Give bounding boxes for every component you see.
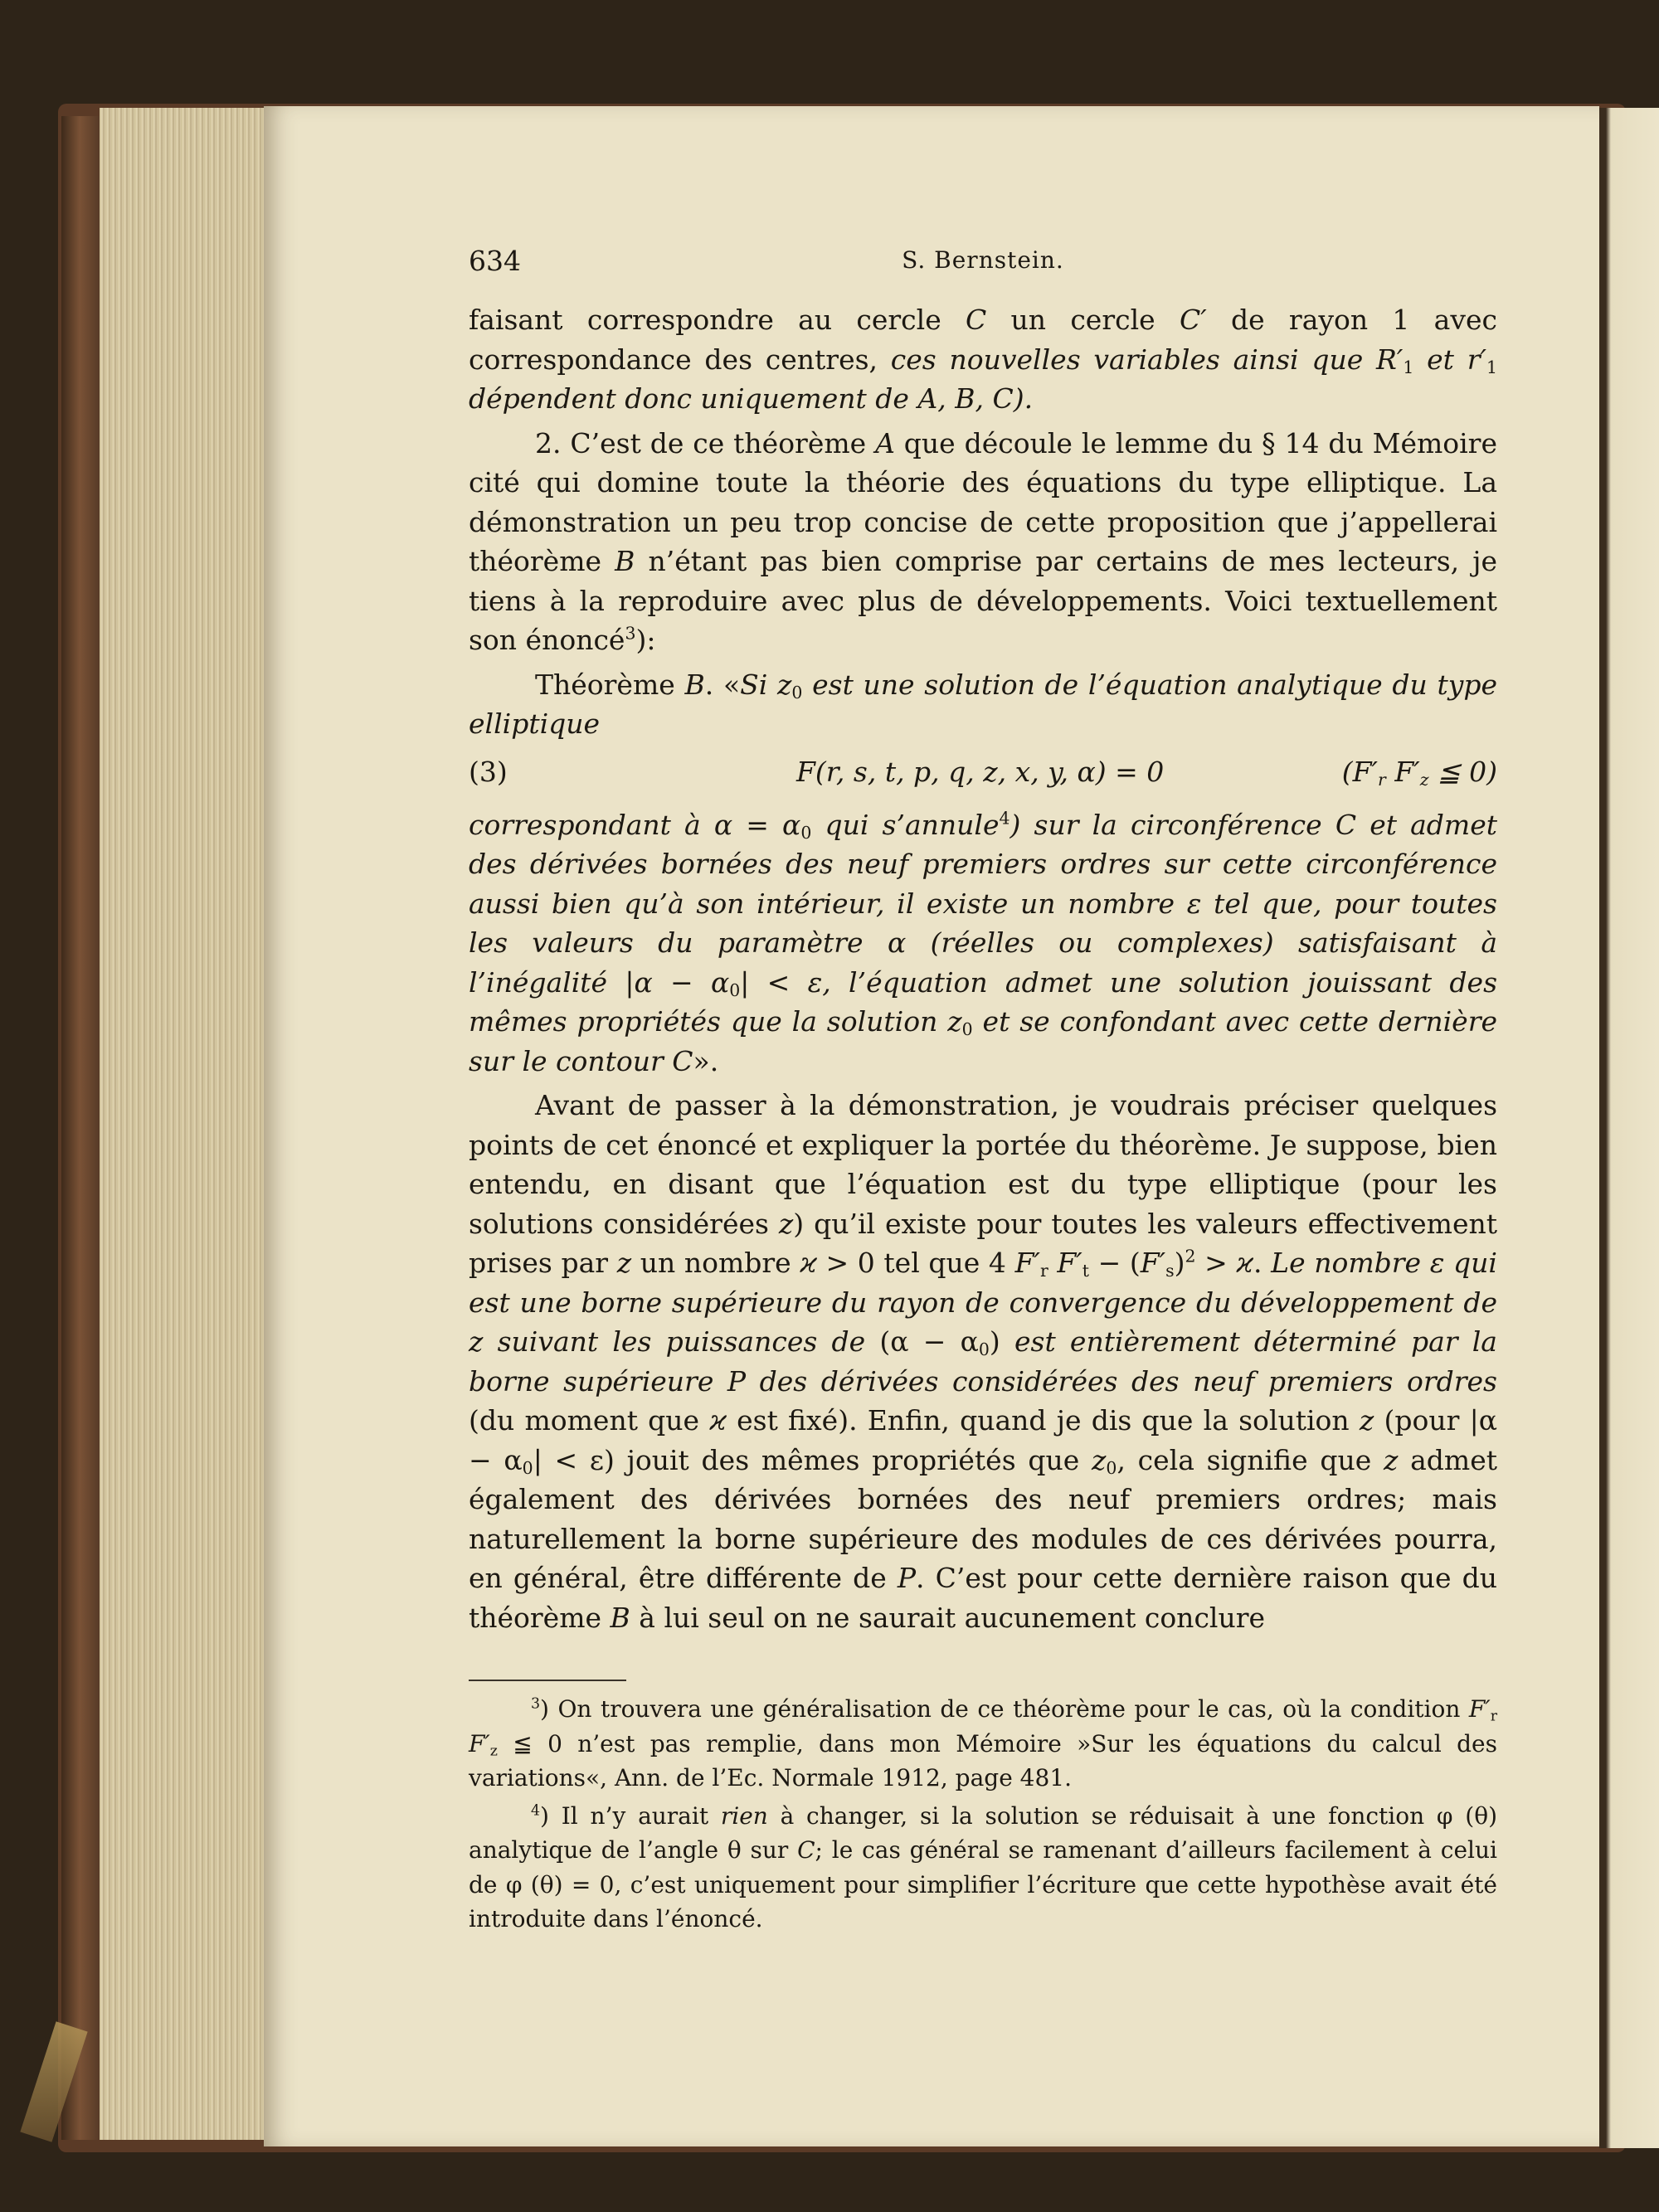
text: ) qu’il existe pour toutes les valeurs effectivement prises par (469, 1207, 1497, 1279)
text: ) sur la circonférence C et admet des dérivées bornées des neuf premiers ordres sur cette circonférence aussi bien qu’à son intérieur, il existe un nombre ε tel que, pour toutes les valeurs du paramètre α (réelles ou complexes) satisfaisant à l’inégalité |α − α (469, 808, 1498, 999)
text: z (1383, 1443, 1399, 1476)
paragraph-5 (469, 1086, 1497, 1637)
text: | < ε, l’équation admet une solution jouissant des mêmes propriétés que la solution z (469, 965, 1498, 1038)
text: F′ (1048, 1247, 1082, 1279)
subscript: s (1165, 1261, 1175, 1281)
text: à lui seul on ne saurait aucunement conclure (630, 1601, 1266, 1634)
footnotes (469, 1692, 1497, 1937)
text: qui s’annule (811, 808, 1000, 841)
text: z (1359, 1404, 1374, 1437)
text: B (615, 545, 635, 577)
subscript: 0 (522, 1457, 533, 1478)
text: − ( (1088, 1247, 1141, 1279)
text: ≦ 0) (1428, 755, 1497, 788)
text: est une solution de l’équation analytique du type elliptique (469, 668, 1498, 740)
footnote-3 (469, 1692, 1497, 1796)
text: | < ε) jouit des mêmes propriétés que (533, 1443, 1092, 1476)
text: de rayon 1 avec correspondance des centres, (469, 304, 1498, 376)
equation-condition (1342, 752, 1497, 792)
text: et (1413, 343, 1467, 376)
running-head: S. Bernstein. (902, 246, 1064, 274)
text: r′ (1467, 343, 1486, 376)
text: un cercle (986, 304, 1180, 336)
text: F′ (469, 1729, 490, 1757)
subscript: r (1039, 1261, 1048, 1281)
subscript: t (1082, 1261, 1089, 1281)
subscript: z (1419, 769, 1429, 790)
text: un nombre (631, 1247, 800, 1279)
text: et se confondant avec cette dernière sur le contour C (469, 1005, 1498, 1077)
superscript: 2 (1185, 1246, 1196, 1266)
text: . C’est pour cette dernière raison que du théorème (469, 1562, 1497, 1634)
paragraph-1 (469, 300, 1497, 419)
text: B (684, 668, 705, 701)
footnote-marker: 4 (531, 1802, 541, 1820)
text: (pour |α − α (469, 1404, 1497, 1476)
text: C′ (1179, 304, 1207, 336)
footnote-rule (469, 1680, 626, 1681)
page-edges (100, 108, 270, 2140)
paragraph-2 (469, 424, 1497, 660)
text: n’étant pas bien comprise par certains de mes lecteurs, je tiens à la reproduire avec plus de développements. Voici textuellement son énoncé (469, 545, 1497, 656)
text: ces nouvelles variables ainsi que (890, 343, 1377, 376)
text: ). (1013, 382, 1034, 415)
text: ». (693, 1044, 719, 1077)
text: que découle le lemme du § 14 du Mémoire cité qui domine toute la théorie des équations du type elliptique. La démonstration un peu trop concise de cette proposition que j’appellerai théorème (469, 426, 1497, 577)
text: , (937, 382, 956, 415)
text: z (616, 1247, 632, 1279)
text: B (610, 1601, 630, 1634)
text: C (992, 382, 1014, 415)
text: B (955, 382, 975, 415)
text: z (778, 1207, 794, 1240)
text: (F′ (1341, 755, 1379, 788)
text: F′ (1385, 755, 1420, 788)
text: ϰ (800, 1247, 817, 1279)
subscript: 1 (1486, 357, 1497, 377)
footnote-ref[interactable]: 4 (999, 808, 1010, 829)
subscript: 0 (961, 1019, 973, 1040)
text: z (1092, 1443, 1107, 1476)
text: ϰ (1236, 1247, 1254, 1279)
page-number: 634 (469, 245, 521, 277)
footnote-ref[interactable]: 3 (625, 623, 636, 644)
text: . (1253, 1247, 1272, 1279)
text: , cela signifie que (1117, 1443, 1384, 1476)
text: A (875, 426, 895, 459)
subscript: 0 (800, 822, 812, 843)
subscript: r (1378, 769, 1386, 790)
text: Avant de passer à la démonstration, je voudrais préciser quelques points de cet énoncé et expliquer la portée du théorème. Je suppose, bien entendu, en disant que l’équation est du type elliptique (pour les solutions considérées (469, 1089, 1497, 1240)
text: admet également des dérivées bornées des neuf premiers ordres; mais naturellement la borne supérieure des modules de ces dérivées pourra, en général, être différente de (469, 1443, 1497, 1594)
footnote-marker: 3 (531, 1695, 541, 1713)
text: est entièrement déterminé par la borne supérieure P des dérivées considérées des neuf premiers ordres (469, 1325, 1497, 1398)
text: ; le cas général se ramenant d’ailleurs facilement à celui de φ (θ) = 0, c’est uniquement pour simplifier l’écriture que cette hypothèse avait été introduite dans l’énoncé. (469, 1836, 1497, 1932)
text: > 0 tel que 4 (816, 1247, 1015, 1279)
text: Si z (740, 668, 792, 701)
subscript: z (489, 1742, 498, 1759)
facing-page-edge (1599, 108, 1659, 2148)
body-text (469, 300, 1497, 1637)
text: F′ (1140, 1247, 1166, 1279)
text: ): (635, 624, 656, 656)
text: R′ (1376, 343, 1404, 376)
equation-3 (469, 752, 1497, 799)
paragraph-3 (469, 665, 1497, 744)
subscript: r (1490, 1708, 1497, 1725)
text: faisant correspondre au cercle (469, 304, 966, 336)
text: (α − α (865, 1325, 979, 1358)
equation-main: F(r, s, t, p, q, z, x, y, α) = 0 (796, 755, 1165, 788)
text: dépendent donc uniquement de (469, 382, 918, 415)
text: P (897, 1562, 917, 1594)
equation-number: (3) (469, 755, 508, 788)
text: ) On trouvera une généralisation de ce théorème pour le cas, où la condition (540, 1695, 1469, 1723)
text: > (1195, 1247, 1237, 1279)
text: C (966, 304, 987, 336)
text: ) Il n’y aurait (540, 1801, 721, 1830)
text: F′ (1014, 1247, 1040, 1279)
text: correspondant à α = α (469, 808, 801, 841)
text: 2. C’est de ce théorème (535, 426, 876, 459)
text: A (917, 382, 938, 415)
text: ) (1174, 1247, 1185, 1279)
footnote-4 (469, 1799, 1497, 1937)
subscript: 1 (1403, 357, 1414, 377)
text: ) (989, 1325, 1014, 1358)
text: Théorème (535, 668, 685, 701)
text: . « (704, 668, 741, 701)
text: Le nombre ε qui est une borne supérieure du rayon de convergence du développement de z suivant les puissances de (469, 1247, 1497, 1358)
subscript: 0 (1106, 1457, 1117, 1478)
subscript: 0 (729, 980, 741, 1000)
text: à changer, si la solution se réduisait à une fonction φ (θ) analytique de l’angle θ sur (469, 1801, 1497, 1864)
text: C (797, 1836, 815, 1864)
subscript: 0 (978, 1339, 990, 1360)
text: F′ (1468, 1695, 1491, 1723)
paragraph-4 (469, 805, 1497, 1082)
text: ≦ 0 n’est pas remplie, dans mon Mémoire »Sur les équations du calcul des variations«, Ann. de l’Ec. Normale 1912, page 481. (469, 1729, 1497, 1791)
text: rien (720, 1801, 768, 1830)
subscript: 0 (791, 682, 803, 702)
text: est fixé). Enfin, quand je dis que la solution (726, 1404, 1360, 1437)
text: ϰ (709, 1404, 727, 1437)
text: , (975, 382, 993, 415)
text: (du moment que (469, 1404, 710, 1437)
page-header (469, 245, 1497, 278)
